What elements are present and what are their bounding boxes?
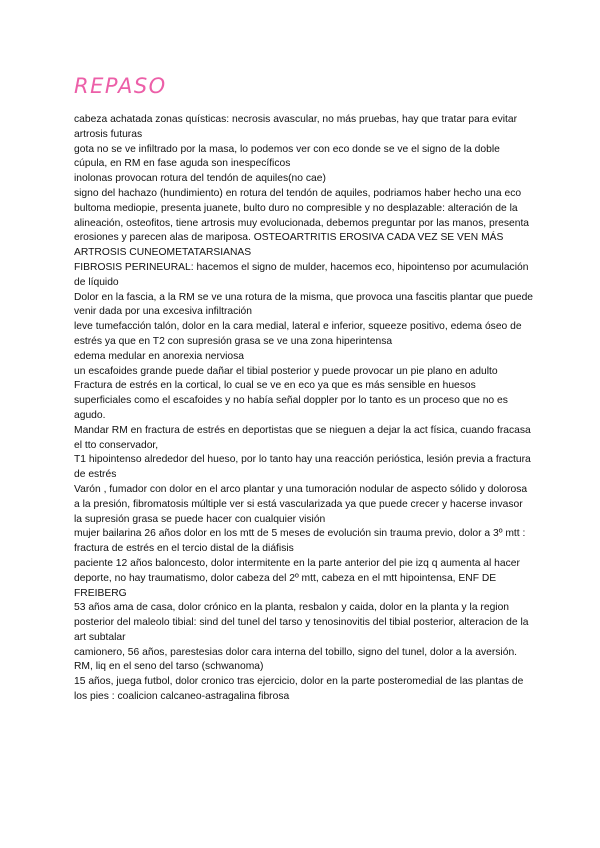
note-paragraph: leve tumefacción talón, dolor en la cara medial, lateral e inferior, squeeze positivo, edema óseo de estrés ya que en T2 con supresión grasa se ve una zona hiperintensa xyxy=(74,321,522,347)
note-paragraph: Dolor en la fascia, a la RM se ve una rotura de la misma, que provoca una fascitis plantar que puede venir dada por una excesiva infiltración xyxy=(74,291,534,318)
note-paragraph: Mandar RM en fractura de estrés en deportistas que se nieguen a dejar la act física, cuando fracasa el tto conservador, xyxy=(74,424,531,451)
note-paragraph: inolonas provocan rotura del tendón de aquiles(no cae) xyxy=(74,173,326,185)
note-paragraph: 53 años ama de casa, dolor crónico en la planta, resbalon y caida, dolor en la planta y la region posterior del maleolo tibial: sind del tunel del tarso y tenosinovitis del tibial posterior, alteracion de la art subtalar xyxy=(74,602,529,643)
note-paragraph: edema medular en anorexia nerviosa xyxy=(74,350,244,362)
note-paragraph: 15 años, juega futbol, dolor cronico tras ejercicio, dolor en la parte posteromedial de las plantas de los pies : coalicion calcaneo-astragalina fibrosa xyxy=(74,676,524,703)
note-paragraph: un escafoides grande puede dañar el tibial posterior y puede provocar un pie plano en adulto xyxy=(74,365,498,377)
note-paragraph: signo del hachazo (hundimiento) en rotura del tendón de aquiles, podriamos haber hecho una eco xyxy=(74,187,522,199)
note-paragraph: cabeza achatada zonas quísticas: necrosis avascular, no más pruebas, hay que tratar para evitar artrosis futuras xyxy=(74,114,518,140)
note-paragraph: Varón , fumador con dolor en el arco plantar y una tumoración nodular de aspecto sólido y dolorosa a la presión, fibromatosis múltiple ver si está vascularizada ya que puede crecer y hacerse invasor xyxy=(74,483,528,510)
note-paragraph: paciente 12 años baloncesto, dolor intermitente en la parte anterior del pie izq q aumenta al hacer deporte, no hay traumatismo, dolor cabeza del 2º mtt, cabeza en el mtt hipointensa, ENF DE FREIBERG xyxy=(74,557,520,599)
note-paragraph: FIBROSIS PERINEURAL: hacemos el signo de mulder, hacemos eco, hipointenso por acumulación de líquido xyxy=(74,261,529,288)
note-paragraph: mujer bailarina 26 años dolor en los mtt de 5 meses de evolución sin trauma previo, dolor a 3º mtt : fractura de estrés en el tercio distal de la diáfisis xyxy=(74,528,526,555)
note-paragraph: gota no se ve infiltrado por la masa, lo podemos ver con eco donde se ve el signo de la doble cúpula, en RM en fase aguda son inespecíficos xyxy=(74,143,500,170)
page-title: REPASO xyxy=(74,74,167,98)
note-paragraph: la supresión grasa se puede hacer con cualquier visión xyxy=(74,513,326,525)
note-paragraph: camionero, 56 años, parestesias dolor cara interna del tobillo, signo del tunel, dolor a la aversión. RM, liq en el seno del tarso (schwanoma) xyxy=(74,646,518,673)
notes-body xyxy=(74,113,534,705)
note-paragraph: T1 hipointenso alrededor del hueso, por lo tanto hay una reacción perióstica, lesión previa a fractura de estrés xyxy=(74,454,531,481)
note-paragraph: bultoma mediopie, presenta juanete, bulto duro no compresible y no desplazable: alteración de la alineación, osteofitos, tiene artrosis muy evolucionada, debemos preguntar por las manos, presenta erosiones y parecen alas de mariposa. OSTEOARTRITIS EROSIVA CADA VEZ SE VEN MÁS ARTROSIS CUNEOMETATARSIANAS xyxy=(74,202,530,259)
note-paragraph: Fractura de estrés en la cortical, lo cual se ve en eco ya que es más sensible en huesos superficiales como el escafoides y no había señal doppler por lo tanto es un proceso que no es agudo. xyxy=(74,380,508,421)
